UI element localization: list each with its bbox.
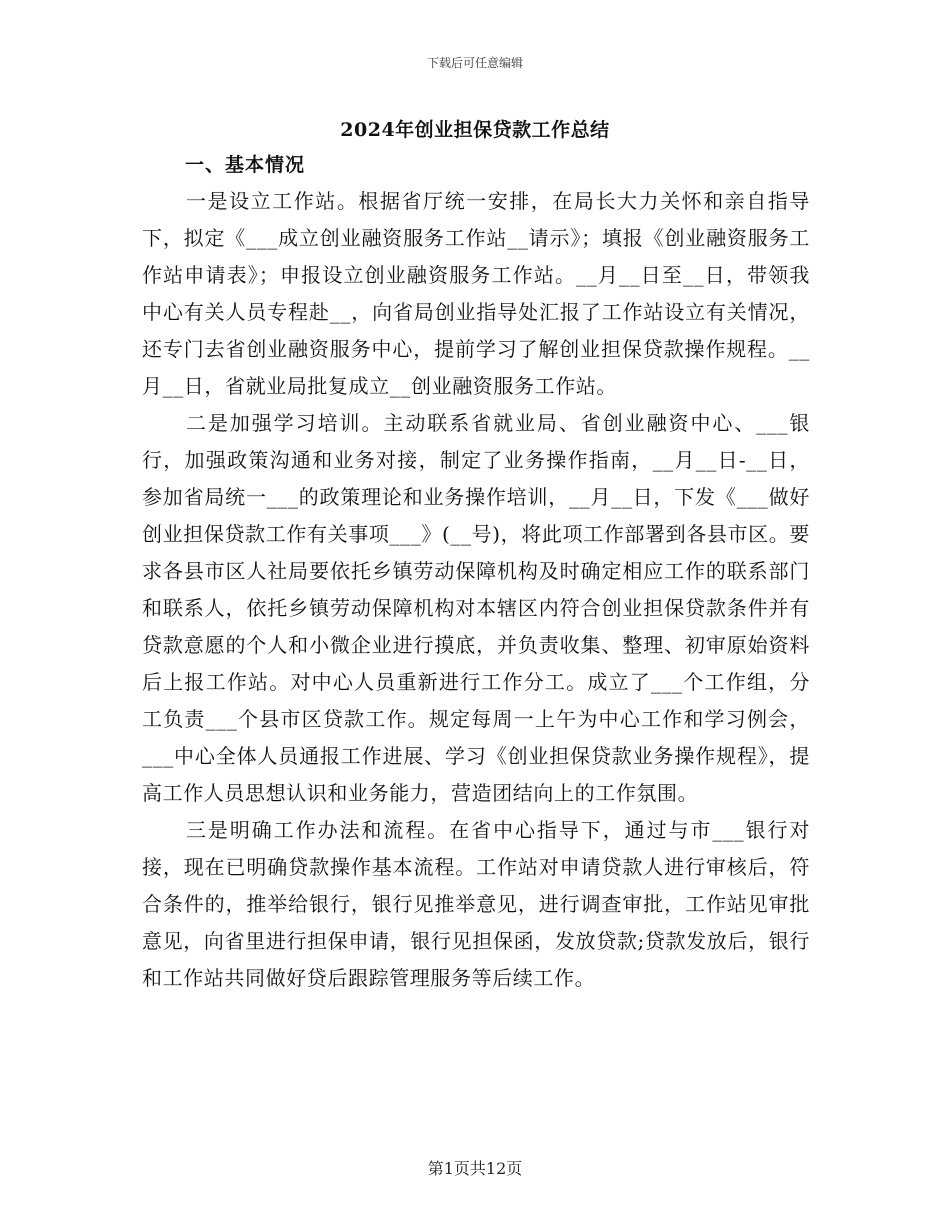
- paragraph-3: 三是明确工作办法和流程。在省中心指导下，通过与市___银行对接，现在已明确贷款操作基本流程。工作站对申请贷款人进行审核后，符合条件的，推举给银行，银行见推举意见，进行调查审批，工作站见审批意见，向省里进行担保申请，银行见担保函，发放贷款;贷款发放后，银行和工作站共同做好贷后跟踪管理服务等后续工作。: [142, 818, 810, 990]
- document-title: 2024年创业担保贷款工作总结: [340, 119, 610, 141]
- document-body: [142, 183, 810, 997]
- section-heading: 一、基本情况: [185, 154, 306, 176]
- page-number-footer: 第1页共12页: [427, 1159, 523, 1178]
- paragraph-2: 二是加强学习培训。主动联系省就业局、省创业融资中心、___银行，加强政策沟通和业务对接，制定了业务操作指南，__月__日-__日，参加省局统一___的政策理论和业务操作培训，__月__日，下发《___做好创业担保贷款工作有关事项___》(__号)，将此项工作部署到各县市区。要求各县市区人社局要依托乡镇劳动保障机构及时确定相应工作的联系部门和联系人，依托乡镇劳动保障机构对本辖区内符合创业担保贷款条件并有贷款意愿的个人和小微企业进行摸底，并负责收集、整理、初审原始资料后上报工作站。对中心人员重新进行工作分工。成立了___个工作组，分工负责___个县市区贷款工作。规定每周一上午为中心工作和学习例会，___中心全体人员通报工作进展、学习《创业担保贷款业务操作规程》，提高工作人员思想认识和业务能力，营造团结向上的工作氛围。: [142, 411, 810, 805]
- paragraph-1: 一是设立工作站。根据省厅统一安排，在局长大力关怀和亲自指导下，拟定《___成立创业融资服务工作站__请示》；填报《创业融资服务工作站申请表》；申报设立创业融资服务工作站。__月__日至__日，带领我中心有关人员专程赴__，向省局创业指导处汇报了工作站设立有关情况，还专门去省创业融资服务中心，提前学习了解创业担保贷款操作规程。__月__日，省就业局批复成立__创业融资服务工作站。: [142, 189, 810, 398]
- header-note: 下载后可任意编辑: [426, 56, 523, 70]
